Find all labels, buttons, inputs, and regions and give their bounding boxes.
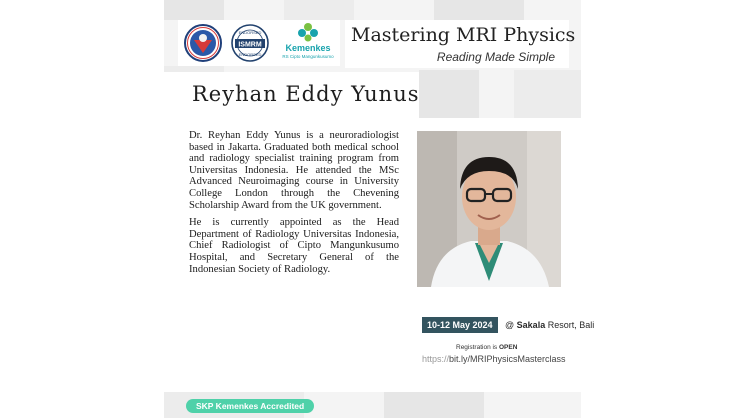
speaker-portrait-image	[417, 131, 561, 287]
registration-label: Registration is	[456, 344, 498, 351]
event-title: Mastering MRI Physics	[351, 24, 576, 46]
bg-tile	[514, 70, 581, 118]
partner-logos	[178, 20, 340, 66]
registration-link[interactable]	[422, 354, 566, 364]
speaker-content	[164, 118, 595, 392]
event-venue	[505, 320, 594, 330]
kemenkes-flower-icon	[297, 22, 319, 42]
speaker-bio	[189, 130, 399, 281]
bg-tile	[384, 392, 484, 418]
speaker-name: Reyhan Eddy Yunus	[192, 82, 420, 106]
kemenkes-logo	[278, 22, 338, 64]
event-poster	[164, 0, 595, 418]
venue-location: Resort, Bali	[547, 320, 595, 330]
ismrm-logo-ring-bottom: ENDORSED	[238, 52, 262, 57]
bg-tile	[434, 0, 524, 20]
speaker-photo	[417, 131, 561, 287]
registration-status	[456, 344, 517, 351]
association-seal-logo	[184, 24, 222, 62]
kemenkes-logo-subtext: RS Cipto Mangunkusumo	[282, 54, 334, 59]
event-date-venue	[422, 315, 594, 331]
ismrm-logo-text: ISMRM	[238, 41, 262, 49]
url-path: bit.ly/MRIPhysicsMasterclass	[449, 354, 566, 364]
bio-paragraph: Dr. Reyhan Eddy Yunus is a neuroradiologist based in Jakarta. Graduated both medical school and radiology specialist training program from Universitas Indonesia. He attended the MSc Advanced Neuroimaging course in University College London through the Chevening Scholarship Award from the UK government.	[189, 130, 399, 211]
title-block	[345, 20, 576, 68]
bio-paragraph: He is currently appointed as the Head Department of Radiology Universitas Indonesia, Chief Radiologist of Cipto Mangunkusumo Hospital, and Secretary General of the Indonesian Society of Radiology.	[189, 217, 399, 275]
bg-tile	[164, 0, 224, 20]
ismrm-logo-ring-top: ENDORSED	[238, 30, 262, 35]
bg-tile	[419, 70, 479, 118]
event-subtitle: Reading Made Simple	[436, 50, 555, 64]
ismrm-endorsed-logo	[230, 24, 270, 62]
bg-tile	[284, 0, 354, 20]
event-date-badge: 10-12 May 2024	[422, 317, 498, 333]
accreditation-badge: SKP Kemenkes Accredited	[186, 399, 314, 413]
venue-name: Sakala	[516, 320, 546, 330]
speaker-name-block	[164, 72, 419, 118]
registration-open-text: OPEN	[499, 344, 518, 351]
kemenkes-logo-text: Kemenkes	[285, 43, 331, 53]
url-protocol: https://	[422, 354, 450, 364]
venue-prefix: @	[505, 320, 515, 330]
